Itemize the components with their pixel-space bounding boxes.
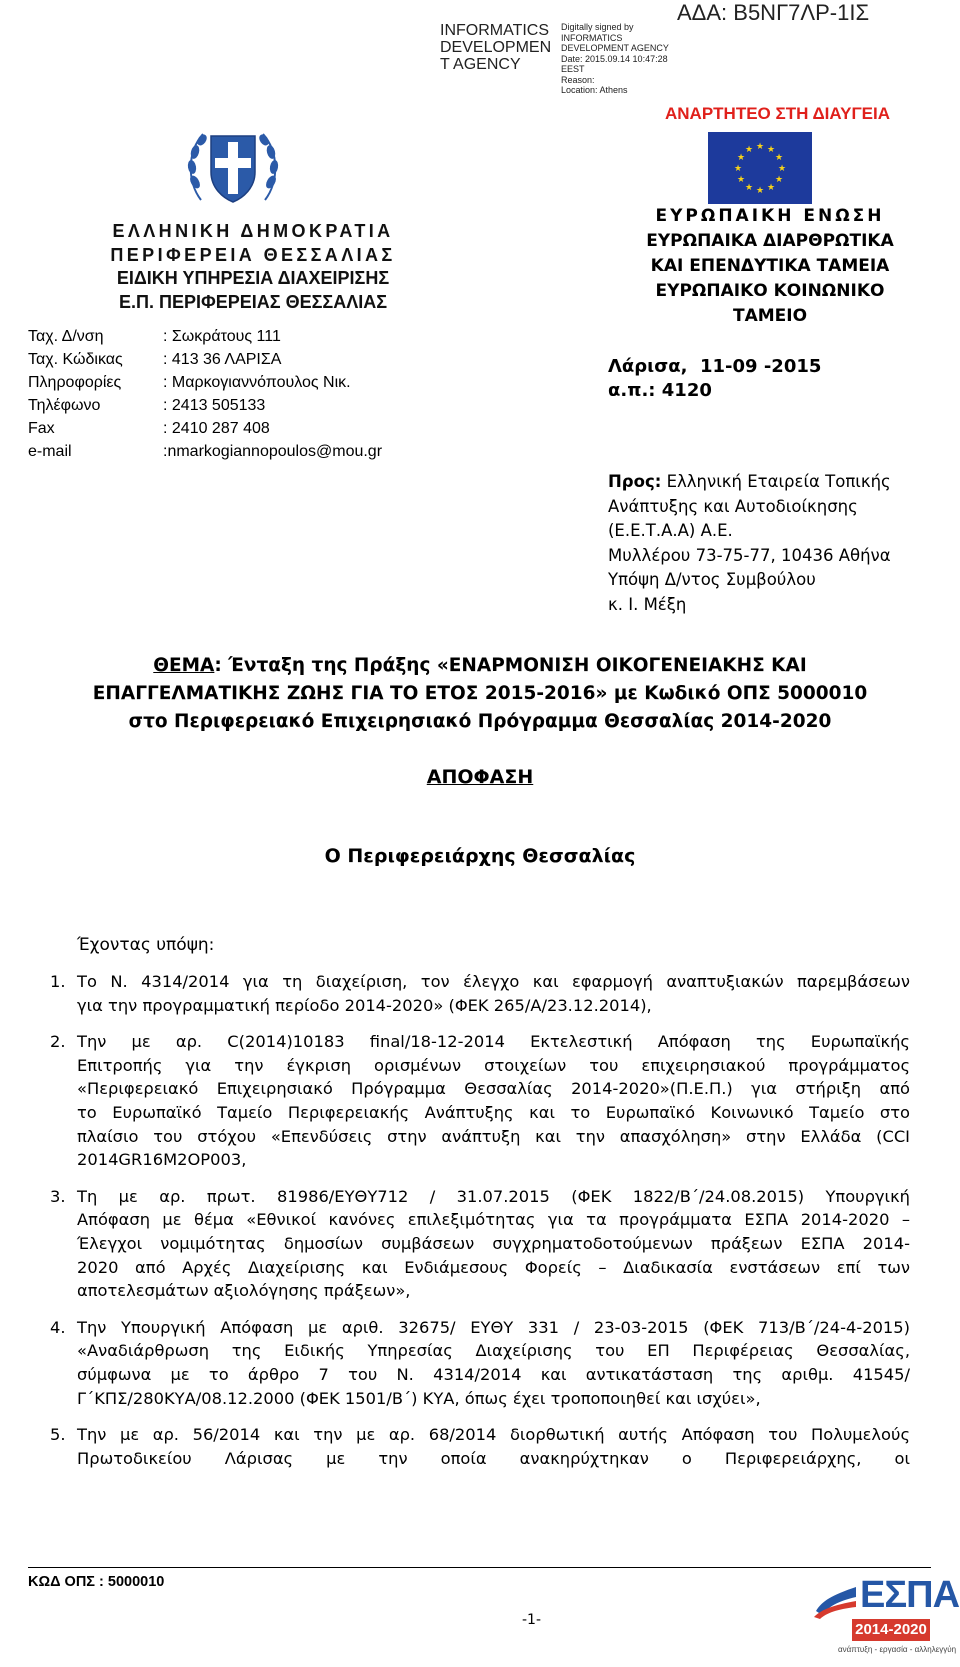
item-line: «Περιφερειακό Επιχειρησιακό Πρόγραμμα Θεσσαλίας 2014-2020»(Π.Ε.Π.) για στήριξη από: [77, 1079, 910, 1099]
issuing-authority: [48, 220, 458, 314]
recipient-line: (Ε.Ε.Τ.Α.Α) Α.Ε.: [608, 521, 733, 540]
contact-value: : Μαρκογιαννόπουλος Νικ.: [163, 374, 351, 391]
signature-detail-line: Location: Athens: [561, 85, 628, 95]
footer-ops-code: ΚΩΔ ΟΠΣ : 5000010: [28, 1574, 165, 1590]
item-line: σύμφωνα με το άρθρο 7 του Ν. 4314/2014 και αντικατάσταση της αριθμ. 41545/: [77, 1364, 910, 1384]
eu-funding-header: [615, 204, 925, 329]
having-regard-heading: Έχοντας υπόψη:: [77, 935, 215, 955]
contact-value: : Σωκράτους 111: [163, 328, 281, 345]
svg-text:★: ★: [755, 186, 765, 196]
regional-governor-heading: Ο Περιφερειάρχης Θεσσαλίας: [324, 845, 636, 867]
contact-value: : 413 36 ΛΑΡΙΣΑ: [163, 351, 282, 368]
decision-title: ΑΠΟΦΑΣΗ: [426, 766, 534, 788]
signature-organization: [440, 22, 551, 73]
svg-text:★: ★: [744, 183, 754, 193]
signature-details: [561, 22, 669, 96]
recipient-line: Μυλλέρου 73-75-77, 10436 Αθήνα: [608, 545, 891, 565]
recipient-line: Ελληνική Εταιρεία Τοπικής: [666, 472, 891, 491]
list-item: [50, 1423, 910, 1470]
signature-org-line: DEVELOPMEN: [440, 39, 552, 56]
list-item: [50, 1316, 910, 1410]
ada-code: ΑΔΑ: Β5ΝΓ7ΛΡ-1ΙΣ: [677, 0, 870, 25]
item-line: Την Υπουργική Απόφαση με αριθ. 32675/ ΕΥΘΥ 331 / 23-03-2015 (ΦΕΚ 713/Β΄/24-4-2015): [77, 1317, 910, 1337]
espa-logo-tagline: ανάπτυξη - εργασία - αλληλεγγύη: [838, 1645, 957, 1654]
subject-label: ΘΕΜΑ: [153, 655, 215, 676]
item-line: το Ευρωπαϊκό Ταμείο Περιφερειακής Ανάπτυξης και το Ευρωπαϊκό Κοινωνικό Ταμείο στο: [77, 1102, 910, 1122]
svg-text:★: ★: [755, 142, 765, 152]
item-line: Επιτροπής για την έγκριση ορισμένων στοιχείων του επιχειρησιακού προγράμματος: [77, 1055, 910, 1075]
signature-detail-line: DEVELOPMENT AGENCY: [561, 43, 669, 53]
svg-text:★: ★: [774, 175, 784, 185]
contact-label: Ταχ. Δ/νση: [28, 328, 104, 345]
espa-flag-icon: [812, 1579, 858, 1619]
footer-divider: [28, 1567, 931, 1568]
subject-line: ΕΠΑΓΓΕΛΜΑΤΙΚΗΣ ΖΩΗΣ ΓΙΑ ΤΟ ΕΤΟΣ 2015-2016» με Κωδικό ΟΠΣ 5000010: [92, 683, 868, 704]
post-to-diavgeia-notice: ΑΝΑΡΤΗΤΕΟ ΣΤΗ ΔΙΑΥΓΕΙΑ: [665, 104, 891, 123]
signature-detail-line: Reason:: [561, 74, 595, 85]
item-number: 3.: [50, 1186, 66, 1206]
authority-line: ΠΕΡΙΦΕΡΕΙΑ ΘΕΣΣΑΛΙΑΣ: [110, 244, 396, 265]
espa-logo: [812, 1574, 960, 1665]
protocol-number: 4120: [661, 380, 712, 401]
contact-label: Πληροφορίες: [28, 374, 122, 391]
item-line: αποτελεσμάτων αξιολόγησης πράξεων»,: [77, 1281, 411, 1301]
espa-logo-years: 2014-2020: [852, 1619, 930, 1641]
subject-line: : Ένταξη της Πράξης «ΕΝΑΡΜΟΝΙΣΗ ΟΙΚΟΓΕΝΕΙΑΚΗΣ ΚΑΙ: [214, 655, 807, 676]
item-line: Την με αρ. C(2014)10183 final/18-12-2014 Εκτελεστική Απόφαση της Ευρωπαϊκής: [77, 1032, 910, 1052]
item-line: Γ΄ΚΠΣ/280ΚΥΑ/08.12.2000 (ΦΕΚ 1501/Β΄) ΚΥΑ, όπως έχει τροποποιηθεί και ισχύει»,: [77, 1388, 761, 1408]
place-date-protocol: [608, 355, 821, 403]
eu-line: ΕΥΡΩΠΑΙΚΗ ΕΝΩΣΗ: [655, 206, 885, 226]
item-line: «Αναδιάρθρωση της Ειδικής Υπηρεσίας Διαχείρισης του ΕΠ Περιφέρειας Θεσσαλίας,: [77, 1341, 910, 1361]
item-line: 2020 από Αρχές Διαχείρισης και Ενδιάμεσους Φορείς – Διαδικασία ενστάσεων επί των: [77, 1257, 910, 1277]
recipient-line: κ. Ι. Μέξη: [608, 594, 687, 614]
recipient-line: Ανάπτυξης και Αυτοδιοίκησης: [608, 496, 858, 516]
item-line: Πρωτοδικείου Λάρισας με την οποία ανακηρύχτηκαν ο Περιφερειάρχης, οι: [77, 1448, 910, 1468]
signature-org-line: INFORMATICS: [440, 22, 550, 39]
contact-label: e-mail: [28, 443, 72, 460]
svg-text:★: ★: [736, 175, 746, 185]
contact-value: : 2410 287 408: [163, 420, 270, 437]
item-line: Απόφαση με θέμα «Εθνικοί κανόνες επιλεξιμότητας για τα προγράμματα ΕΣΠΑ 2014-2020 –: [77, 1210, 910, 1230]
svg-text:★: ★: [777, 164, 787, 174]
page-number: -1-: [522, 1612, 542, 1628]
svg-text:★: ★: [736, 153, 746, 163]
svg-text:★: ★: [766, 145, 776, 155]
item-number: 1.: [50, 972, 66, 991]
signature-detail-line: Digitally signed by: [561, 22, 634, 32]
authority-line: Ε.Π. ΠΕΡΙΦΕΡΕΙΑΣ ΘΕΣΣΑΛΙΑΣ: [118, 291, 388, 312]
subject-line: στο Περιφερειακό Επιχειρησιακό Πρόγραμμα Θεσσαλίας 2014-2020: [128, 711, 832, 732]
protocol-label: α.π.:: [608, 380, 656, 401]
svg-text:★: ★: [744, 145, 754, 155]
item-line: για την προγραμματική περίοδο 2014-2020» (ΦΕΚ 265/Α/23.12.2014),: [77, 995, 652, 1015]
place: Λάρισα,: [608, 356, 688, 377]
recipient-line: Υπόψη Δ/ντος Συμβούλου: [608, 570, 816, 589]
contact-value[interactable]: :nmarkogiannopoulos@mou.gr: [163, 443, 383, 460]
item-line: Το Ν. 4314/2014 για τη διαχείριση, τον έλεγχο και εφαρμογή αναπτυξιακών παρεμβάσεων: [77, 972, 910, 991]
eu-line: ΚΑΙ ΕΠΕΝΔΥΤΙΚΑ ΤΑΜΕΙΑ: [650, 256, 890, 276]
svg-text:★: ★: [733, 164, 743, 174]
item-line: Έλεγχοι νομιμότητας δημοσίων συμβάσεων συγχρηματοδοτούμενων πράξεων ΕΣΠΑ 2014-: [77, 1233, 910, 1253]
recipient-label: Προς:: [608, 472, 662, 491]
contact-label: Ταχ. Κώδικας: [28, 351, 123, 368]
item-line: Τη με αρ. πρωτ. 81986/ΕΥΘΥ712 / 31.07.2015 (ΦΕΚ 1822/Β΄/24.08.2015) Υπουργική: [77, 1186, 910, 1206]
subject: [30, 652, 930, 736]
list-item: [50, 1185, 910, 1303]
greek-coat-of-arms-icon: [183, 122, 283, 212]
considerations-list: [50, 970, 910, 1483]
authority-line: ΕΛΛΗΝΙΚΗ ΔΗΜΟΚΡΑΤΙΑ: [112, 221, 394, 241]
contact-value: : 2413 505133: [163, 397, 266, 414]
contact-label: Τηλέφωνο: [28, 397, 101, 414]
contact-label: Fax: [28, 420, 55, 437]
item-line: Την με αρ. 56/2014 και την με αρ. 68/2014 διορθωτική αυτής Απόφαση του Πολυμελούς: [77, 1425, 910, 1445]
list-item: [50, 1030, 910, 1172]
item-line: πλαίσιο του στόχου «Επενδύσεις στην ανάπτυξη και την απασχόληση» στην Ελλάδα (CCI: [77, 1126, 910, 1146]
date: 11-09 -2015: [700, 356, 822, 377]
signature-detail-line: Date: 2015.09.14 10:47:28: [561, 53, 668, 64]
eu-flag-icon: [708, 132, 812, 204]
recipient-block: [608, 470, 953, 617]
item-number: 5.: [50, 1425, 66, 1445]
espa-logo-title: ΕΣΠΑ: [860, 1574, 960, 1616]
signature-detail-line: EEST: [561, 64, 585, 74]
svg-text:★: ★: [774, 153, 784, 163]
item-line: 2014GR16M2OP003,: [77, 1150, 247, 1170]
signature-org-line: T AGENCY: [440, 56, 521, 73]
eu-line: ΕΥΡΩΠΑΙΚΟ ΚΟΙΝΩΝΙΚΟ: [655, 281, 885, 301]
authority-line: ΕΙΔΙΚΗ ΥΠΗΡΕΣΙΑ ΔΙΑΧΕΙΡΙΣΗΣ: [116, 268, 390, 288]
list-item: [50, 970, 910, 1017]
item-number: 4.: [50, 1317, 66, 1337]
eu-line: ΕΥΡΩΠΑΙΚΑ ΔΙΑΡΘΡΩΤΙΚΑ: [646, 231, 894, 251]
item-number: 2.: [50, 1032, 66, 1052]
signature-detail-line: INFORMATICS: [561, 32, 623, 43]
eu-line: ΤΑΜΕΙΟ: [732, 306, 808, 326]
svg-text:★: ★: [766, 183, 776, 193]
